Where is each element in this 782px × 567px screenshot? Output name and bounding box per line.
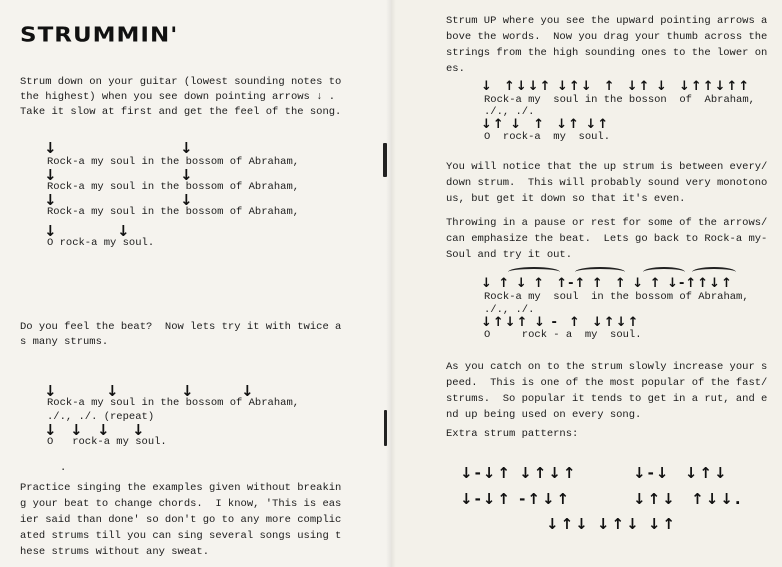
pause-line-1: Throwing in a pause or rest for some of the arrows/ [446,217,768,229]
binding-staple-bottom [384,410,387,446]
example1-line-1: Rock-a my soul in the bossom of Abraham, [47,156,300,168]
up-text-line-3: strings from the high sounding ones to the lower on [446,47,768,59]
intro-line-2: the highest) when you see down pointing arrows ↓ . [20,91,336,103]
page-gutter [386,0,396,567]
down-arrow-icon: ↓ [44,382,59,400]
pause-line-3: Soul and try it out. [446,249,573,261]
intro-line-3: Take it slow at first and get the feel of the song. [20,106,342,118]
example3-line-2: O rock-a my soul. [484,131,611,143]
example1-line-4: O rock-a my soul. [47,237,155,249]
strum-arrows-row: ↓↑↓↑ ↓ - ↑ ↓↑↓↑ [481,315,640,330]
pause-line-2: can emphasize the beat. Lets go back to Rock-a my- [446,233,768,245]
strum-pattern: ↓↑↓ ↓↑↓ ↓↑ [546,515,677,533]
down-arrow-icon: ↓ [106,382,121,400]
down-arrow-icon: ↓ [97,421,112,439]
example2-line-1: Rock-a my soul in the bossom of Abraham, [47,397,300,409]
catch-line-3: strums. So popular it tends to get in a rut, and e [446,393,768,405]
down-arrow-icon: ↓ [241,382,256,400]
notice-line-3: us, but get it down so that it's even. [446,193,686,205]
down-arrow-icon: ↓ [181,382,196,400]
down-arrow-icon: ↓ [70,421,85,439]
up-text-line-4: es. [446,63,465,75]
stray-dot: . [60,462,67,474]
beat-line-2: s many strums. [20,336,109,348]
intro-line-1: Strum down on your guitar (lowest sounding notes to [20,76,342,88]
page-title: STRUMMIN' [20,23,179,47]
strum-arrows-row: ↓ ↑ ↓ ↑ ↑-↑ ↑ ↑ ↓ ↑ ↓-↑↑↓↑ [481,276,733,291]
strum-pattern: ↓-↓↑ -↑↓↑ [460,490,572,508]
example2-repeat: ./., ./. (repeat) [47,411,155,423]
notice-line-2: down strum. This will probably sound very monotono [446,177,768,189]
down-arrow-icon: ↓ [44,139,59,157]
catch-line-2: peed. This is one of the most popular of the fast/ [446,377,768,389]
catch-line-4: nd up being used on every song. [446,409,642,421]
practice-line-1: Practice singing the examples given without breakin [20,482,342,494]
example4-line-1: Rock-a my soul in the bossom of Abraham, [484,291,749,303]
practice-line-3: ier said than done' so don't go to any more complic [20,514,342,526]
example1-line-2: Rock-a my soul in the bossom of Abraham, [47,181,300,193]
example3-slash: ./., ./. [484,106,535,118]
strum-pattern: ↓↑↓ ↑↓↓. [633,490,743,508]
down-arrow-icon: ↓ [132,421,147,439]
down-arrow-icon: ↓ [44,222,59,240]
example2-line-2: O rock-a my soul. [47,436,167,448]
strum-arrows-row: ↓ ↑↓↓↑ ↓↑↓ ↑ ↓↑ ↓ ↓↑↑↓↑↑ [481,79,751,94]
down-arrow-icon: ↓ [44,421,59,439]
catch-line-1: As you catch on to the strum slowly increase your s [446,361,768,373]
strum-pattern: ↓-↓ ↓↑↓ [633,464,729,482]
down-arrow-icon: ↓ [117,222,132,240]
up-text-line-2: bove the words. Now you drag your thumb across the [446,31,768,43]
down-arrow-icon: ↓ [180,139,195,157]
binding-staple-top [383,143,387,177]
extra-heading: Extra strum patterns: [446,428,579,440]
notice-line-1: You will notice that the up strum is between every/ [446,161,768,173]
practice-line-5: hese strums without any sweat. [20,546,210,558]
practice-line-2: g your beat to change chords. I know, 'This is eas [20,498,342,510]
down-arrow-icon: ↓ [44,191,59,209]
strum-arrows-row: ↓↑ ↓ ↑ ↓↑ ↓↑ [481,117,610,132]
strum-pattern: ↓-↓↑ ↓↑↓↑ [460,464,578,482]
down-arrow-icon: ↓ [180,166,195,184]
up-text-line-1: Strum UP where you see the upward pointing arrows a [446,15,768,27]
example1-line-3: Rock-a my soul in the bossom of Abraham, [47,206,300,218]
down-arrow-icon: ↓ [44,166,59,184]
beat-line-1: Do you feel the beat? Now lets try it with twice a [20,321,342,333]
example3-line-1: Rock-a my soul in the bosson of Abraham, [484,94,755,106]
down-arrow-icon: ↓ [180,191,195,209]
example4-slash: ./., ./. [484,304,535,316]
example4-line-2: O rock - a my soul. [484,329,642,341]
practice-line-4: ated strums till you can sing several songs using t [20,530,342,542]
